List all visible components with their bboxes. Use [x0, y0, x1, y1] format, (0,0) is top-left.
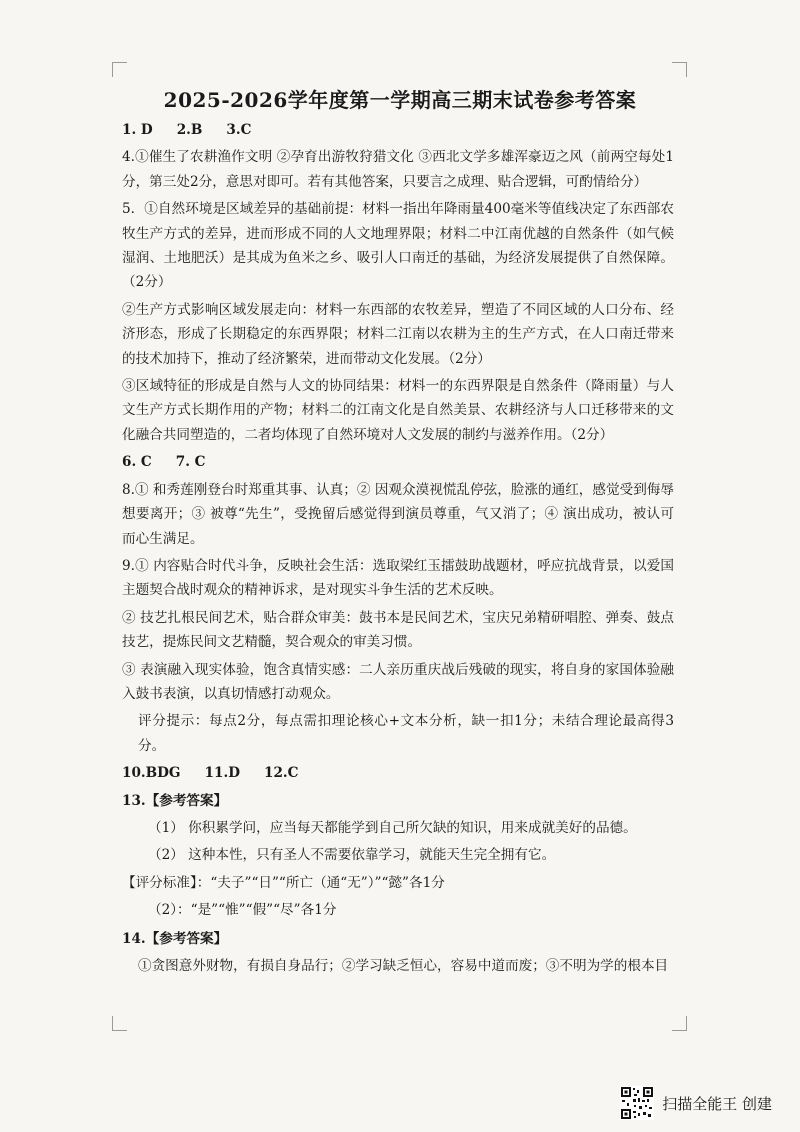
- answer-5-point-1: 5．①自然环境是区域差异的基础前提：材料一指出年降雨量400毫米等值线决定了东西部农牧生产方式的差异，进而形成不同的人文地理界限；材料二中江南优越的自然条件（如气候湿润、土地肥沃）是其成为鱼米之乡、吸引人口南迁的基础，为经济发展提供了自然保障。（2分）: [122, 201, 674, 291]
- crop-mark-top-left: [112, 62, 127, 77]
- crop-mark-bottom-left: [112, 1016, 127, 1031]
- answer-13-line-1: （1） 你积累学问，应当每天都能学到自己所欠缺的知识，用来成就美好的品德。: [148, 819, 637, 836]
- crop-mark-top-right: [672, 62, 687, 77]
- answer-2: 2.B: [176, 122, 203, 138]
- crop-mark-bottom-right: [672, 1016, 687, 1031]
- answer-14-line: ①贪图意外财物，有损自身品行；②学习缺乏恒心，容易中道而废；③不明为学的根本目: [138, 958, 669, 974]
- answer-9-point-1: 9.① 内容贴合时代斗争，反映社会生活：选取梁红玉擂鼓助战题材，呼应抗战背景，以爱国主题契合战时观众的精神诉求，是对现实斗争生活的艺术反映。: [122, 557, 674, 599]
- answer-12: 12.C: [264, 765, 299, 782]
- answer-8: 8.① 和秀莲刚登台时郑重其事、认真；② 因观众漠视慌乱停弦，脸涨的通红，感觉受到侮辱想要离开；③ 被尊“先生”，受挽留后感觉得到演员尊重，气又消了；④ 演出成功，被认可而心生满足。: [122, 481, 674, 547]
- answer-11: 11.D: [204, 765, 240, 782]
- scanner-watermark-text: 扫描全能王 创建: [662, 1094, 772, 1113]
- answer-7: 7. C: [175, 454, 206, 471]
- answer-1: 1. D: [122, 122, 153, 138]
- answer-9-point-2: ② 技艺扎根民间艺术，贴合群众审美：鼓书本是民间艺术，宝庆兄弟精研唱腔、弹奏、鼓点技艺，提炼民间文艺精髓，契合观众的审美习惯。: [122, 609, 674, 651]
- answers-6-7: [122, 450, 674, 474]
- answer-13-heading: 13.【参考答案】: [122, 792, 228, 809]
- answer-13-criteria-2: （2）：“是”“惟”“假”“尽”各1分: [148, 902, 337, 919]
- answer-5-point-2: ②生产方式影响区域发展走向：材料一东西部的农牧差异，塑造了不同区域的人口分布、经济形态，形成了长期稳定的东西界限；材料二江南以农耕为主的生产方式，在人口南迁带来的技术加持下，推动了经济繁荣，进而带动文化发展。（2分）: [122, 301, 674, 367]
- answer-9-scoring-note: 评分提示：每点2分，每点需扣理论核心+文本分析，缺一扣1分；未结合理论最高得3分。: [138, 713, 674, 754]
- answer-9-point-3: ③ 表演融入现实体验，饱含真情实感：二人亲历重庆战后残破的现实，将自身的家国体验融入鼓书表演，以真切情感打动观众。: [122, 661, 674, 702]
- answer-4: 4.①催生了农耕渔作文明 ②孕育出游牧狩猎文化 ③西北文学多雄浑豪迈之风（前两空每处1分，第三处2分，意思对即可。若有其他答案，只要言之成理、贴合逻辑，可酌情给分）: [122, 149, 674, 190]
- answer-3: 3.C: [226, 122, 252, 138]
- answer-6: 6. C: [122, 454, 152, 471]
- page-title: 2025-2026学年度第一学期高三期末试卷参考答案: [163, 88, 637, 112]
- answer-14-heading: 14.【参考答案】: [122, 930, 228, 947]
- qr-code-icon: [620, 1086, 654, 1120]
- answer-13-line-2: （2） 这种本性，只有圣人不需要依靠学习，就能天生完全拥有它。: [148, 847, 556, 864]
- answer-10: 10.BDG: [122, 765, 181, 782]
- answer-5-point-3: ③区域特征的形成是自然与人文的协同结果：材料一的东西界限是自然条件（降雨量）与人文生产方式长期作用的产物；材料二的江南文化是自然美景、农耕经济与人口迁移带来的文化融合共同塑造的，二者均体现了自然环境对人文发展的制约与滋养作用。（2分）: [122, 378, 674, 443]
- answers-10-12: [122, 761, 674, 785]
- answers-1-3: [122, 118, 674, 142]
- answer-13-criteria: 【评分标准】：“夫子”“日”“所亡（通“无”）”“懿”各1分: [122, 874, 445, 891]
- answer-content: [122, 118, 674, 981]
- scanner-watermark: [620, 1086, 772, 1120]
